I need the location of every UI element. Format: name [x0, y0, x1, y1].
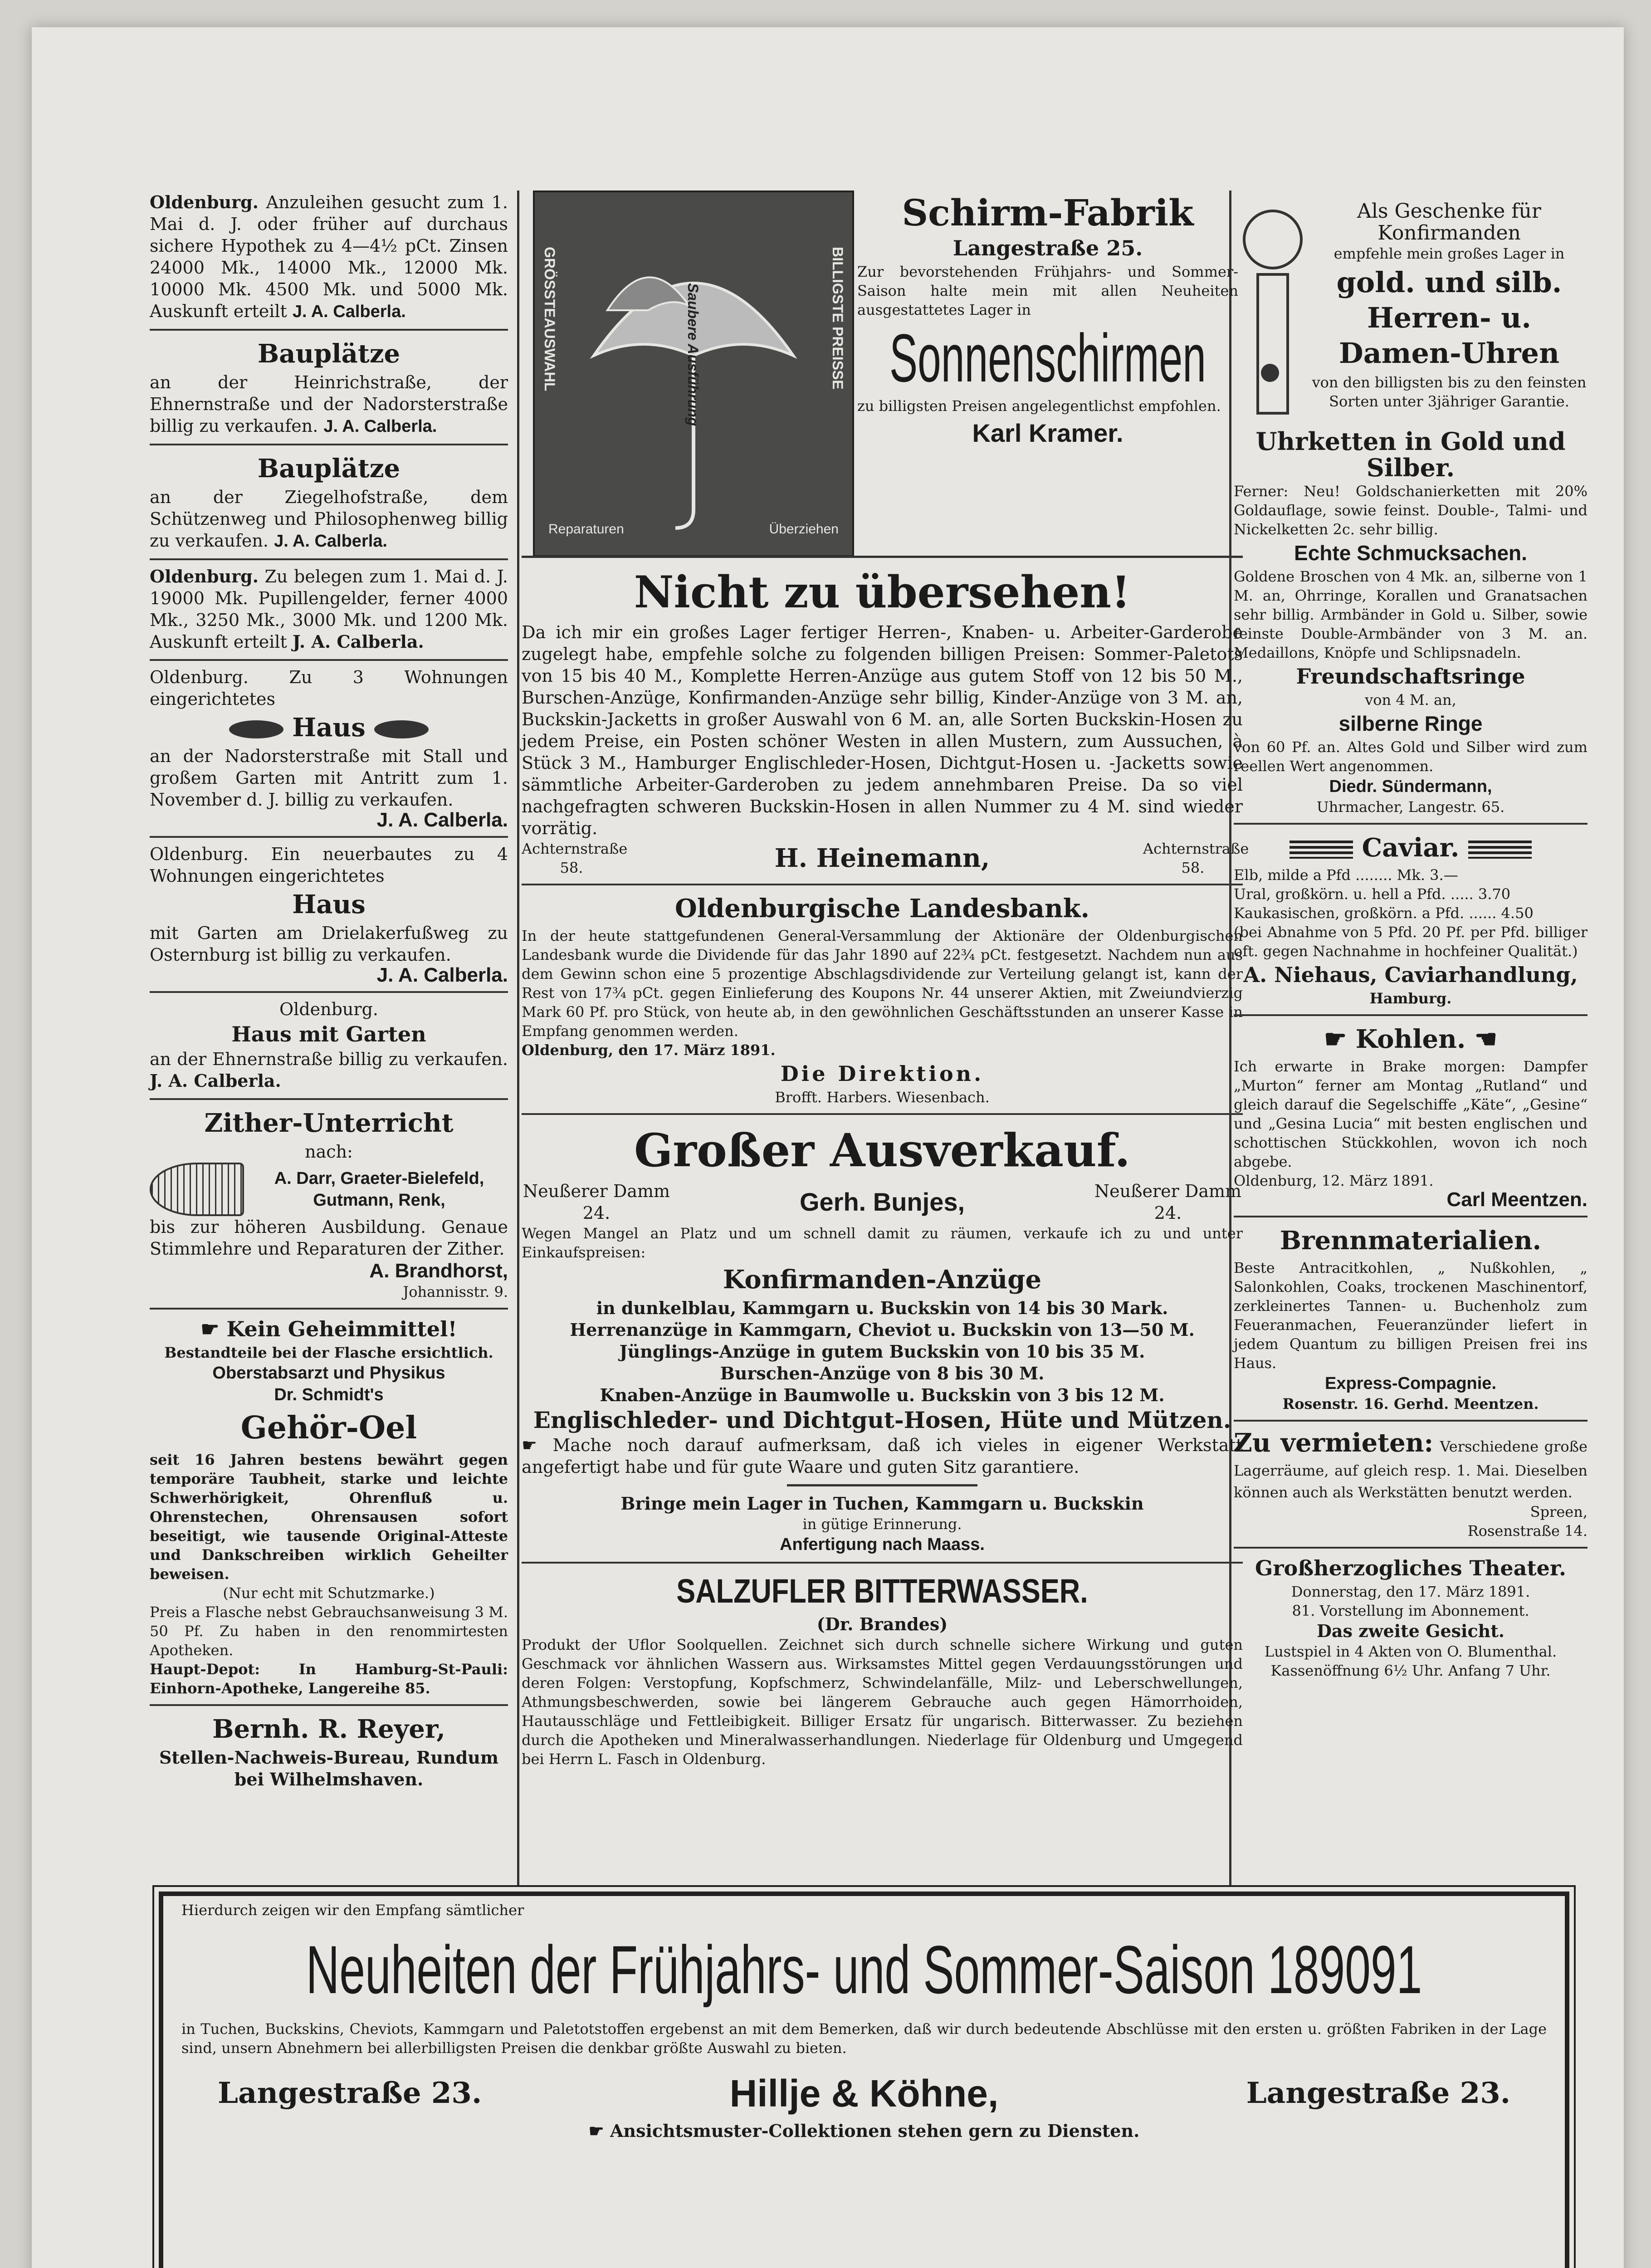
ad-text: Anzuleihen gesucht zum 1. Mai d. J. oder früher auf durchaus sichere Hypothek zu 4—4½ pCt. Zinsen 24000 Mk., 14000 Mk., 12000 Mk. 10000 Mk. 4500 Mk. und 5000 Mk. Auskunft erteilt [150, 192, 508, 321]
ad-heading: Bauplätze [257, 454, 401, 484]
ad-text: seit 16 Jahren bestens bewährt gegen temporäre Taubheit, starke und leichte Schwerhörigkeit, Ohrenfluß u. Ohrenstechen, Ohrensausen sofort beseitigt, wie tausende Original-Atteste und Dankschreiben wirklich Geheilter beweisen. [150, 1451, 508, 1583]
ad-bauplaetze-2 [150, 445, 508, 560]
ad-heading: Haus mit Garten [231, 1022, 426, 1046]
ad-address: Langestraße 25. [952, 236, 1143, 260]
ad-line: Bringe mein Lager in Tuchen, Kammgarn u. Buckskin [620, 1493, 1144, 1514]
ad-text: Da ich mir ein großes Lager fertiger Herren-, Knaben- u. Arbeiter-Garderobe zugelegt habe, empfehle solche zu folgenden billigen Preisen: Sommer-Paletots von 15 bis 40 M., Komplette Herren-Anzüge aus gutem Stoff von 12 bis 50 M., Burschen-Anzüge, Konfirmanden-Anzüge sehr billig, Kinder-Anzüge von 3 M. an, Buckskin-Jacketts in großer Auswahl von 6 M. an, alle Sorten Buckskin-Hosen zu jedem Preise, ein Posten schöner Westen in allen Mustern, zum Aussuchen, à Stück 3 M., Hamburger Englischleder-Hosen, Dichtgut-Hosen u. -Jacketts sowie sämmtliche Arbeiter-Garderoben zu jedem annehmbaren Preise. Da so viel nachgefragten schweren Buckskin-Hosen in allen Nummer zu 4 M. sind wieder vorrätig. [522, 622, 1243, 838]
ad-salzufler [522, 1564, 1243, 1775]
ad-landesbank [522, 885, 1243, 1115]
ad-text: Zu belegen zum 1. Mai d. J. 19000 Mk. Pupillengelder, ferner 4000 Mk., 3250 Mk., 3000 Mk. und 1200 Mk. Auskunft erteilt [150, 567, 508, 652]
ad-date: Oldenburg, den 17. März 1891. [522, 1041, 776, 1059]
cut-label-covering: Überziehen [769, 522, 839, 537]
ad-address: Langestraße 23. [1246, 2076, 1510, 2110]
ad-heading: Großherzogliches Theater. [1255, 1556, 1566, 1580]
ad-heading: SALZUFLER BITTERWASSER. [676, 1572, 1088, 1610]
ad-bauplaetze-1 [150, 331, 508, 445]
oval-ornament-icon [374, 720, 429, 738]
ad-signature: Karl Kramer. [972, 419, 1123, 447]
ad-signature: Express-Compagnie. [1325, 1374, 1496, 1393]
teacher-names: A. Darr, Graeter-Bielefeld, Gutmann, Renk, [274, 1169, 484, 1210]
ad-haus-osternburg [150, 838, 508, 993]
divider [787, 1484, 977, 1486]
ad-text: an der Ziegelhofstraße, dem Schützenweg und Philosophenweg billig zu verkaufen. [150, 487, 508, 551]
ad-text: nach: [305, 1142, 353, 1162]
ad-address: Neußerer Damm 24. [1094, 1181, 1242, 1223]
ad-line: in gütige Erinnerung. [802, 1515, 962, 1533]
ad-schirm-fabrik [857, 191, 1238, 451]
ad-text: Produkt der Uflor Soolquellen. Zeichnet sich durch schnelle sichere Wirkung und guten Geschmack vor ähnlichen Wassern aus. Wirksamstes Mittel gegen Verdauungsstörungen und deren Folgen: Verstopfung, Kopfschmerz, Schwindelanfälle, Milz- und Leberschwellungen, Athmungsbeschwerden, sowie bei längerem Gebrauche auch gegen Hämorrhoiden, Hautausschläge und Fettleibigkeit. Billiger Ersatz für ungarisch. Bitterwasser. Zu beziehen durch die Apotheken und Mineralwasserhandlungen. Niederlage für Oldenburg und Umgegend bei Herrn L. Fasch in Oldenburg. [522, 1636, 1243, 1768]
ad-names: Brofft. Harbers. Wiesenbach. [775, 1089, 990, 1106]
ad-text: (bei Abnahme von 5 Pfd. 20 Pf. per Pfd. billiger oft. gegen Nachnahme in hochfeiner Qualität.) [1234, 924, 1588, 960]
ad-subheading: silberne Ringe [1338, 712, 1483, 735]
ad-haus-nadorst [150, 661, 508, 838]
ad-text: Goldene Broschen von 4 Mk. an, silberne von 1 M. an, Ohrringe, Korallen und Granatsachen sehr billig. Armbänder in Gold u. Silber, sowie feinste Double-Armbänder von 3 M. an. Medaillons, Knöpfe und Schlipsnadeln. [1234, 568, 1588, 661]
ad-text: Mache noch darauf aufmerksam, daß ich vieles in eigener Werkstatt angefertigt habe und für gute Waare und guten Sitz garantiere. [522, 1435, 1243, 1477]
ad-text: von 4 M. an, [1365, 691, 1456, 709]
ad-text: Lustspiel in 4 Akten von O. Blumenthal. [1264, 1643, 1557, 1660]
sonnenschirmen-heading: Sonnenschirmen [889, 320, 1206, 396]
ad-text: Wegen Mangel an Platz und um schnell damit zu räumen, verkaufe ich zu und unter Einkaufspreisen: [522, 1225, 1243, 1261]
ad-subheading: Konfirmanden-Anzüge [723, 1265, 1042, 1295]
cut-label-center: Saubere Ausführung [685, 283, 701, 426]
ad-heading: gold. und silb. Herren- u. Damen-Uhren [1336, 266, 1562, 370]
ad-signature: Diedr. Sündermann, [1329, 777, 1492, 796]
ad-theater [1234, 1549, 1588, 1686]
oval-ornament-icon [229, 720, 283, 738]
ad-subheading: Freundschaftsringe [1296, 664, 1525, 689]
ad-text: von den billigsten bis zu den feinsten Sorten unter 3jähriger Garantie. [1312, 374, 1587, 410]
ad-signature: J. A. Calberla. [376, 964, 508, 986]
ad-heading: Haus [292, 890, 366, 919]
ad-heading: Caviar. [1362, 833, 1460, 863]
ad-text: Dr. Schmidt's [274, 1385, 384, 1404]
ad-signature: H. Heinemann, [774, 843, 990, 873]
ad-intro: Hierdurch zeigen wir den Empfang sämtlicher [181, 1901, 524, 1919]
cut-label-right: BILLIGSTE PREISSE [830, 247, 846, 390]
ad-zither [150, 1100, 508, 1310]
ad-signature: J. A. Calberla. [376, 809, 508, 831]
ad-date: Donnerstag, den 17. März 1891. [1291, 1583, 1530, 1600]
ad-heading: Haus [292, 713, 366, 743]
ad-text: Ich erwarte in Brake morgen: Dampfer „Murton“ ferner am Montag „Rutland“ und gleich darauf die Segelschiffe „Käte“, „Gesine“ und „Gesina Lucia“ mit besten englischen und schottischen Stückkohlen, wovon ich noch abgebe. [1234, 1058, 1588, 1170]
ad-text: mit Garten am Drielakerfußweg zu Osternburg ist billig zu verkaufen. [150, 923, 508, 965]
ad-address: Hamburg. [1369, 990, 1452, 1007]
ad-text: Haupt-Depot: In Hamburg-St-Pauli: Einhorn-Apotheke, Langereihe 85. [150, 1661, 508, 1697]
ad-heading: Kein Geheimmittel! [226, 1317, 457, 1341]
ad-signature: Gerh. Bunjes, [799, 1188, 965, 1216]
ad-footer: Ansichtsmuster-Collektionen stehen gern zu Diensten. [610, 2121, 1140, 2141]
ad-text: (Nur echt mit Schutzmarke.) [223, 1584, 435, 1602]
ad-address: Rosenstraße 14. [1467, 1522, 1588, 1540]
ad-heading: Bernh. R. Reyer, [212, 1714, 445, 1744]
ad-text: Oldenburg. Ein neuerbautes zu 4 Wohnungen eingerichtetes [150, 844, 508, 886]
ad-line: Burschen-Anzüge von 8 bis 30 M. [720, 1363, 1045, 1383]
pointing-hand-icon: ☛ [200, 1317, 220, 1341]
ad-subheading: Uhrketten in Gold und Silber. [1255, 427, 1566, 482]
ad-text: in Tuchen, Buckskins, Cheviots, Kammgarn und Paletotstoffen ergebenst an mit dem Bemerken, daß wir durch bedeutende Abschlüsse mit den ersten u. größten Fabriken in der Lage sind, unsern Abnehmern bei allerbilligsten Preisen die denkbar größte Auswahl zu bieten. [181, 2020, 1547, 2057]
ad-heading: Nicht zu übersehen! [634, 567, 1131, 618]
column-1 [150, 186, 508, 1797]
ad-line: Herrenanzüge in Kammgarn, Cheviot u. Buckskin von 13—50 M. [570, 1320, 1195, 1340]
ad-heading: Neuheiten der Frühjahrs- und Sommer-Saison 189091 [306, 1931, 1422, 2008]
ad-signature: J. A. Calberla. [274, 532, 387, 551]
ad-line: Anfertigung nach Maass. [780, 1535, 985, 1554]
ad-heading: Zither-Unterricht [204, 1108, 454, 1138]
ad-heading: Kohlen. [1355, 1024, 1466, 1054]
ad-heading: Oldenburg. [150, 566, 259, 587]
ad-haus-mit-garten [150, 993, 508, 1100]
price-line: Ural, großkörn. u. hell a Pfd. ..... 3.70 [1234, 885, 1511, 903]
ad-signature: J. A. Calberla. [150, 1070, 281, 1091]
ad-line: in dunkelblau, Kammgarn u. Buckskin von 14 bis 30 Mark. [596, 1298, 1168, 1318]
ad-line: Knaben-Anzüge in Baumwolle u. Buckskin von 3 bis 12 M. [600, 1385, 1165, 1405]
ad-pupillengelder [150, 560, 508, 661]
umbrella-illustration [533, 191, 854, 557]
price-line: Elb, milde a Pfd ........ Mk. 3.— [1234, 866, 1458, 884]
column-2 [522, 556, 1249, 1775]
pointing-hand-icon: ☚ [1474, 1024, 1498, 1054]
ad-text: Bestandteile bei der Flasche ersichtlich. [164, 1344, 493, 1361]
ad-text: bis zur höheren Ausbildung. Genaue Stimmlehre und Reparaturen der Zither. [150, 1217, 508, 1259]
zither-icon [150, 1163, 244, 1216]
ad-heading: Oldenburg. [150, 192, 259, 212]
ad-reyer [150, 1706, 508, 1797]
ad-text: zu billigsten Preisen angelegentlichst empfohlen. [857, 397, 1221, 415]
ad-text: Stellen-Nachweis-Bureau, Rundum bei Wilhelmshaven. [159, 1747, 499, 1789]
ad-text: an der Ehnernstraße billig zu verkaufen. [150, 1049, 508, 1069]
ad-kohlen [1234, 1016, 1588, 1217]
ad-heading: Oldenburgische Landesbank. [675, 894, 1089, 924]
ad-address: Rosenstr. 16. Gerhd. Meentzen. [1282, 1395, 1539, 1413]
price-line: Kaukasischen, großkörn. a Pfd. ...... 4.50 [1234, 904, 1534, 922]
ad-heading: Bauplätze [257, 339, 401, 369]
ad-text: Beste Antracitkohlen, „ Nußkohlen, „ Salonkohlen, Coaks, trockenen Maschinentorf, zerkleinertes Tannen- u. Buchenholz zum Feueranmachen, Feueranzünder liefert in jedem Quantum zu billigen Preisen frei ins Haus. [1234, 1259, 1588, 1372]
ad-heading: Großer Ausverkauf. [634, 1124, 1130, 1177]
ad-suendermann [1234, 195, 1588, 825]
ad-text: In der heute stattgefundenen General-Versammlung der Aktionäre der Oldenburgischen Landesbank wurde die Dividende für das Jahr 1890 auf 22¾ pCt. festgesetzt. Nachdem nun aus dem Gewinn schon eine 5 prozentige Abschlagsdividende zur Verteilung gelangt ist, kann der Rest von 17¾ pCt. gegen Einlieferung des Koupons Nr. 44 unserer Aktien, mit Zweiundvierzig Mark 60 Pf. pro Stück, von heute ab, in den gewöhnlichen Geschäftsstunden an unserer Kasse in Empfang genommen werden. [522, 927, 1243, 1040]
ad-address: Johannisstr. 9. [403, 1283, 508, 1300]
ad-text: von 60 Pf. an. Altes Gold und Silber wird zum reellen Wert angenommen. [1234, 738, 1588, 775]
cut-label-repairs: Reparaturen [548, 522, 624, 537]
ad-signature: Die Direktion. [780, 1061, 984, 1086]
ad-text: 81. Vorstellung im Abonnement. [1292, 1602, 1529, 1619]
ad-heinemann [522, 558, 1249, 885]
ad-heading: Zu vermieten: [1234, 1428, 1434, 1458]
ad-address: Achternstraße 58. [1143, 840, 1249, 876]
ad-text: Verschiedene große Lagerräume, auf gleich resp. 1. Mai. Dieselben können auch als Werkstätten benutzt werden. [1234, 1438, 1588, 1501]
column-3 [1234, 195, 1588, 1686]
pointing-hand-icon: ☛ [522, 1435, 537, 1455]
ad-line: Jünglings-Anzüge in gutem Buckskin von 10 bis 35 M. [619, 1341, 1145, 1362]
ad-signature: Carl Meentzen. [1446, 1188, 1588, 1211]
pointing-hand-icon: ☛ [1324, 1024, 1347, 1054]
play-title: Das zweite Gesicht. [1316, 1621, 1505, 1641]
column-rule-left [517, 191, 519, 1887]
pointing-hand-icon: ☛ [588, 2121, 604, 2141]
ad-hillje-koehne [159, 1892, 1569, 2268]
ad-signature: J. A. Calberla. [292, 302, 406, 321]
ad-signature: J. A. Calberla. [292, 631, 424, 652]
ad-calberla-loan [150, 186, 508, 331]
ad-address: Langestraße 23. [218, 2076, 482, 2110]
ad-subheading: (Dr. Brandes) [816, 1614, 948, 1634]
ad-vermieten [1234, 1422, 1588, 1549]
ad-text: Preis a Flasche nebst Gebrauchsanweisung 3 M. 50 Pf. Zu haben in den renommirtesten Apotheken. [150, 1603, 508, 1659]
ad-signature: Hillje & Köhne, [729, 2072, 999, 2115]
ad-date: Oldenburg, 12. März 1891. [1234, 1172, 1434, 1189]
ad-text: Als Geschenke für Konfirmanden [1357, 200, 1541, 244]
ad-text: an der Heinrichstraße, der Ehnernstraße und der Nadorsterstraße billig zu verkaufen. [150, 372, 508, 436]
ad-signature: A. Brandhorst, [369, 1260, 508, 1282]
ad-gehoer-oel [150, 1310, 508, 1706]
ad-place: Oldenburg. [279, 999, 378, 1019]
ad-text: Zur bevorstehenden Frühjahrs- und Sommer-Saison halte mein mit allen Neuheiten ausgestattetes Lager in [857, 263, 1238, 318]
ad-heading: Brennmaterialien. [1280, 1226, 1542, 1256]
ad-heading: Schirm-Fabrik [902, 191, 1194, 234]
ad-text: empfehle mein großes Lager in [1334, 245, 1565, 262]
ad-brennmaterialien [1234, 1217, 1588, 1422]
ad-text: Ferner: Neu! Goldschanierketten mit 20% Goldauflage, sowie feinst. Double-, Talmi- und Nickelketten 2c. sehr billig. [1234, 483, 1588, 538]
ad-subheading: Echte Schmucksachen. [1294, 541, 1527, 565]
ad-text: an der Nadorsterstraße mit Stall und großem Garten mit Antritt zum 1. November d. J. billig zu verkaufen. [150, 746, 508, 810]
ad-text: Oldenburg. Zu 3 Wohnungen eingerichtetes [150, 667, 508, 709]
ad-signature: J. A. Calberla. [323, 417, 437, 436]
product-name: Gehör-Oel [240, 1410, 417, 1446]
ad-signature: A. Niehaus, Caviarhandlung, [1243, 963, 1578, 987]
clock-icon [1234, 200, 1306, 427]
ad-signature: Spreen, [1530, 1503, 1588, 1520]
ad-text: Oberstabsarzt und Physikus [212, 1364, 445, 1383]
ad-caviar [1234, 825, 1588, 1016]
striped-band-icon [1468, 841, 1532, 859]
ad-ausverkauf [522, 1115, 1243, 1564]
ad-subheading: Englischleder- und Dichtgut-Hosen, Hüte und Mützen. [533, 1407, 1231, 1433]
ad-address: Uhrmacher, Langestr. 65. [1316, 798, 1505, 816]
cut-label-left: GRÖSSTEAUSWAHL [542, 247, 558, 391]
ad-address: Achternstraße 58. [522, 840, 628, 876]
ad-text: Kassenöffnung 6½ Uhr. Anfang 7 Uhr. [1270, 1662, 1551, 1679]
striped-band-icon [1290, 841, 1353, 859]
ad-address: Neußerer Damm 24. [523, 1181, 670, 1223]
